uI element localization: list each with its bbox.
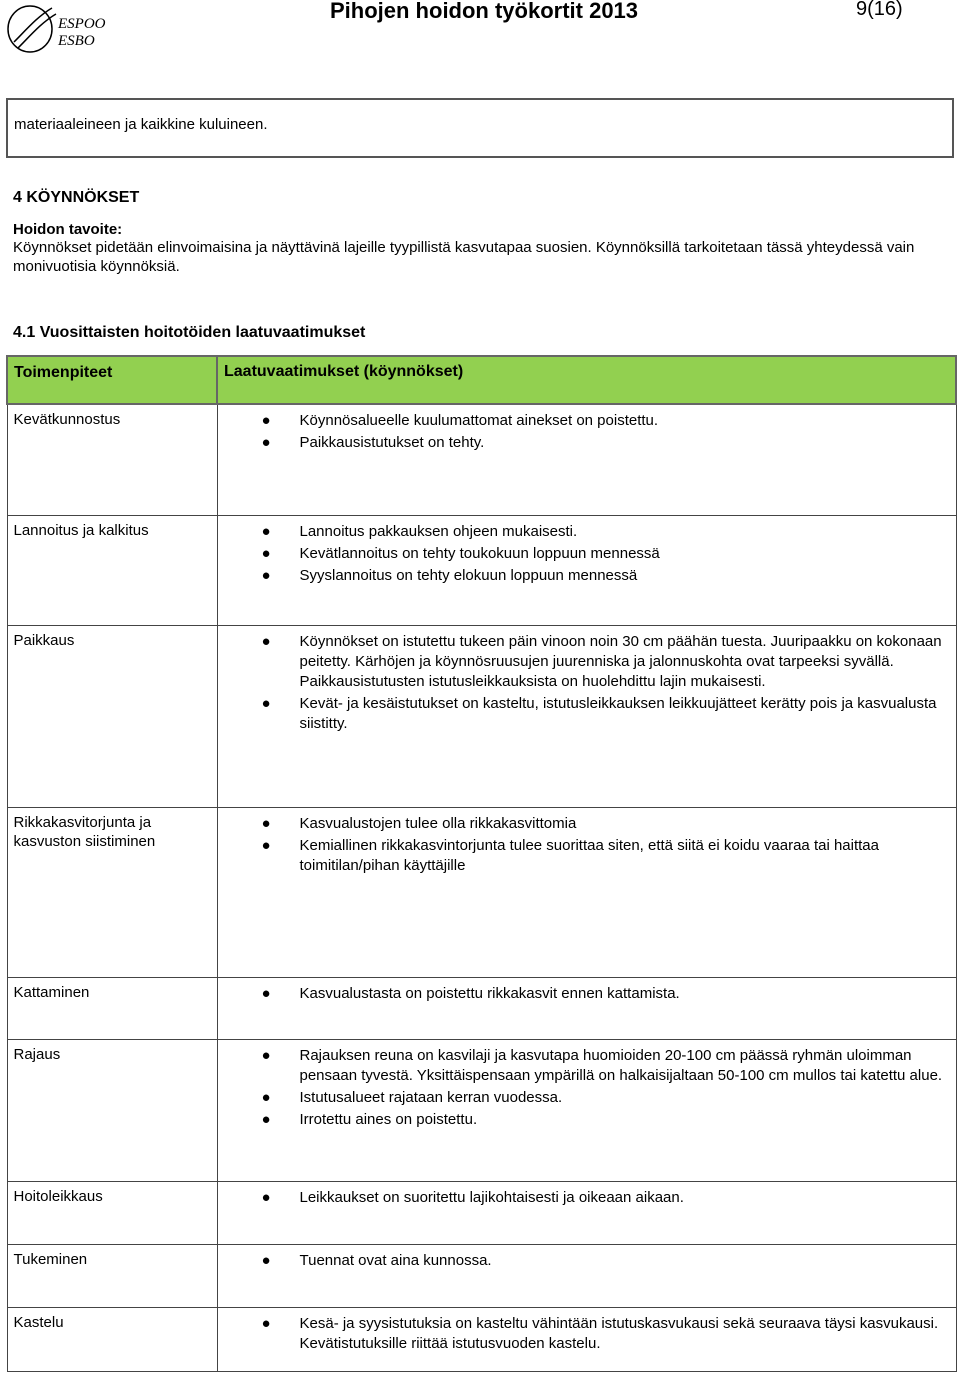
measure-label: Rikkakasvitorjunta ja kasvuston siistiminen [13,813,156,850]
list-item-text: Paikkausistutukset on tehty. [299,434,485,451]
list-item-text: Leikkaukset on suoritettu lajikohtaisesti ja oikeaan aikaan. [299,1188,684,1206]
measure-cell [7,1307,217,1371]
requirements-list [218,516,956,586]
measure-cell [7,1039,217,1181]
bullet-icon: ● [261,544,271,562]
requirements-cell [217,625,956,807]
measure-cell [7,977,217,1039]
table-body [7,404,956,1371]
bullet-icon: ● [261,1314,271,1332]
list-item [224,1046,950,1086]
measure-cell [7,625,217,807]
measure-label: Lannoitus ja kalkitus [13,521,149,539]
measure-cell [7,1181,217,1244]
bullet-icon: ● [261,412,271,429]
list-item-text: Köynnökset on istutettu tukeen päin vinoon noin 30 cm päähän tuesta. Juuripaakku on kokonaan peitetty. Kärhöjen ja köynnösruusujen juurenniska ja jalonnuskohta ovat tarpeeksi syvällä. Paikkausistutusten istutusleikkauksista on huolehdittu lajin mukaisesti. [299,632,942,690]
table-row [7,1181,956,1244]
list-item-text: Tuennat ovat aina kunnossa. [299,1251,492,1269]
requirements-cell [217,1244,956,1307]
table-row [7,807,956,977]
requirements-cell [217,1181,956,1244]
subsection-title: 4.1 Vuosittaisten hoitotöiden laatuvaatimukset [13,324,366,341]
section-subtitle: Hoidon tavoite: [13,221,123,238]
measure-cell [7,404,217,515]
list-item [224,544,950,564]
table-row [7,1039,956,1181]
measure-cell [7,807,217,977]
requirements-list [218,626,956,734]
list-item [224,836,950,876]
list-item [224,566,950,586]
measure-label: Paikkaus [13,631,75,649]
bullet-icon: ● [261,984,271,1002]
list-item [224,411,950,431]
page-number: 9(16) [856,0,903,20]
header-col-measures: Toimenpiteet [7,356,217,404]
bullet-icon: ● [261,694,271,712]
bullet-icon: ● [261,522,271,540]
requirements-list [218,1308,956,1354]
list-item-text: Irrotettu aines on poistettu. [299,1110,478,1128]
list-item [224,1314,950,1354]
list-item [224,433,950,453]
bullet-icon: ● [261,434,271,451]
measure-label: Kattaminen [13,983,90,1001]
table-row [7,625,956,807]
list-item [224,814,950,834]
table-header-row [7,356,956,404]
table-row [7,1244,956,1307]
section-text: Köynnökset pidetään elinvoimaisina ja näyttävinä lajeille tyypillistä kasvutapaa suosien. Köynnöksillä tarkoitetaan tässä yhteydessä vain monivuotisia köynnöksiä. [13,239,915,275]
logo-text [58,16,106,50]
bullet-icon: ● [261,566,271,584]
bullet-icon: ● [261,1110,271,1128]
page-header [0,0,960,60]
requirements-cell [217,1039,956,1181]
measure-label: Tukeminen [13,1250,88,1268]
table-row [7,515,956,625]
requirements-cell [217,1307,956,1371]
list-item [224,694,950,734]
requirements-cell [217,515,956,625]
list-item [224,1110,950,1130]
measure-label: Rajaus [13,1045,61,1063]
list-item [224,1188,950,1208]
bullet-icon: ● [261,1088,271,1106]
requirements-list [218,1040,956,1130]
list-item-text: Kemiallinen rikkakasvintorjunta tulee suorittaa siten, että siitä ei koidu vaaraa tai haittaa toimitilan/pihan käyttäjille [299,836,879,874]
list-item [224,984,950,1004]
measure-cell [7,1244,217,1307]
list-item-text: Syyslannoitus on tehty elokuun loppuun mennessä [299,566,638,584]
requirements-list [218,808,956,876]
requirements-list [218,978,956,1004]
measure-label: Kevätkunnostus [13,411,121,428]
bullet-icon: ● [261,1046,271,1064]
header-col-requirements: Laatuvaatimukset (köynnökset) [217,356,956,404]
logo-line-1: ESPOO [58,16,106,32]
measure-cell [7,515,217,625]
bullet-icon: ● [261,814,271,832]
bullet-icon: ● [261,836,271,854]
list-item-text: Kevät- ja kesäistutukset on kasteltu, istutusleikkauksen leikkuujätteet kerätty pois ja kasvualusta siistitty. [299,694,937,732]
list-item [224,1251,950,1271]
requirements-table [6,355,957,1372]
measure-label: Hoitoleikkaus [13,1187,103,1205]
continuation-text: materiaaleineen ja kaikkine kuluineen. [14,116,268,133]
requirements-cell [217,807,956,977]
table-row [7,404,956,515]
continuation-box [6,98,954,158]
list-item-text: Köynnösalueelle kuulumattomat ainekset on poistettu. [299,412,659,429]
bullet-icon: ● [261,1188,271,1206]
list-item-text: Istutusalueet rajataan kerran vuodessa. [299,1088,563,1106]
list-item-text: Lannoitus pakkauksen ohjeen mukaisesti. [299,522,578,540]
requirements-cell [217,404,956,515]
requirements-list [218,1245,956,1271]
list-item-text: Kevätlannoitus on tehty toukokuun loppuun mennessä [299,544,660,562]
document-title: Pihojen hoidon työkortit 2013 [330,0,639,23]
section-title: 4 KÖYNNÖKSET [13,189,140,206]
list-item [224,1088,950,1108]
list-item-text: Kasvualustasta on poistettu rikkakasvit ennen kattamista. [299,984,680,1002]
logo-line-2: ESBO [58,33,95,49]
requirements-list [218,1182,956,1208]
list-item-text: Kasvualustojen tulee olla rikkakasvittomia [299,814,577,832]
list-item-text: Kesä- ja syysistutuksia on kasteltu vähintään istutuskasvukausi sekä seuraava täysi kasvukausi. Kevätistutuksille riittää istutusvuoden kastelu. [299,1314,939,1352]
measure-label: Kastelu [13,1313,64,1331]
requirements-list [218,405,956,453]
table-row [7,1307,956,1371]
requirements-cell [217,977,956,1039]
list-item [224,632,950,692]
list-item [224,522,950,542]
table-row [7,977,956,1039]
bullet-icon: ● [261,632,271,650]
list-item-text: Rajauksen reuna on kasvilaji ja kasvutapa huomioiden 20-100 cm päässä ryhmän uloimman pensaan tyvestä. Yksittäispensaan ympärillä on halkaisijaltaan 50-100 cm mullos tai katettu alue. [299,1046,943,1084]
bullet-icon: ● [261,1251,271,1269]
